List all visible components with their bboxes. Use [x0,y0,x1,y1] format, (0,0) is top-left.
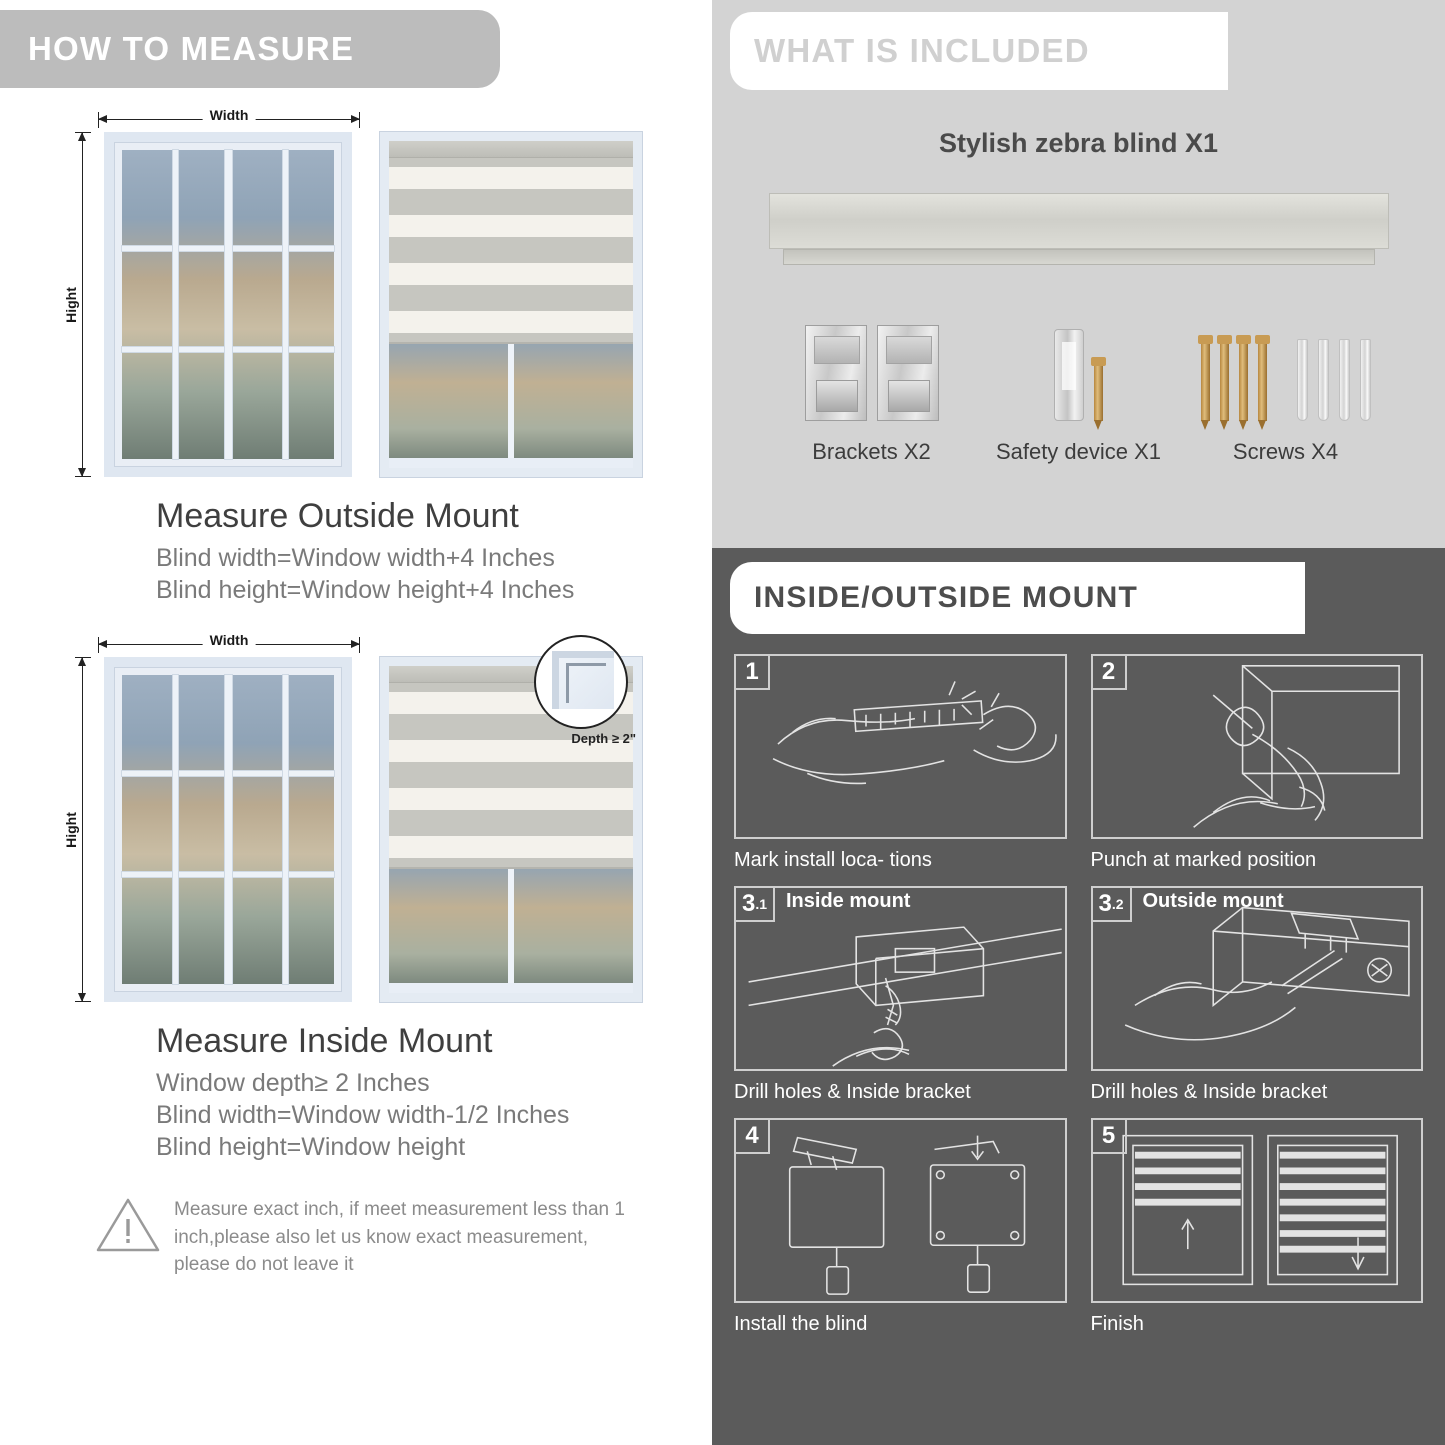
step-3-2-number: 3 .2 [1093,888,1132,922]
step-2-sketch-drill-icon [1093,656,1422,837]
mount-step-3-1 [734,886,1067,1104]
inside-mount-line-1: Window depth≥ 2 Inches [156,1069,430,1097]
step-3-1-sublabel: Inside mount [786,890,911,912]
screws-caption: Screws X4 [1232,439,1339,464]
mount-step-2 [1091,654,1424,872]
what-is-included-panel [712,0,1445,548]
inside-height-label: Hight [61,807,81,853]
brackets-caption: Brackets X2 [812,439,931,464]
mount-step-1 [734,654,1067,872]
inside-mount-line-2: Blind width=Window width-1/2 Inches [156,1101,570,1129]
brackets-icon [772,317,972,421]
depth-callout-circle [534,635,628,729]
step-2-number: 2 [1093,656,1127,690]
step-5-number: 5 [1093,1120,1127,1154]
step-3-1-sketch-inside-bracket-icon [736,888,1065,1069]
what-is-included-title: WHAT IS INCLUDED [754,32,1090,69]
inside-mount-diagram [0,632,712,1162]
inside-width-dimension [98,632,360,657]
step-3-1-number: 3 .1 [736,888,775,922]
outside-height-label: Hight [61,282,81,328]
window-illustration-inside [104,657,352,1002]
step-3-2-caption: Drill holes & Inside bracket [1090,1081,1328,1103]
how-to-measure-panel [0,0,712,1445]
window-illustration-outside [104,132,352,477]
step-1-caption: Mark install loca- tions [734,849,932,871]
mount-steps-grid [712,634,1445,1336]
zebra-blind-headrail-illustration [769,193,1389,271]
inside-mount-title: Measure Inside Mount [156,1022,493,1060]
blind-illustration-outside [380,132,642,477]
part-safety-device [979,317,1179,465]
what-is-included-header [730,12,1228,90]
mount-header [730,562,1305,634]
outside-height-dimension [60,132,100,477]
outside-width-dimension [98,107,360,132]
inside-height-dimension [60,657,100,1002]
inside-width-label: Width [203,632,256,648]
mount-step-5 [1091,1118,1424,1336]
step-3-2-sublabel: Outside mount [1142,890,1284,912]
step-3-2-sketch-outside-bracket-icon [1093,888,1422,1069]
outside-mount-title: Measure Outside Mount [156,497,519,535]
outside-mount-diagram [0,107,712,605]
inside-outside-mount-panel [712,548,1445,1445]
how-to-measure-title: HOW TO MEASURE [28,30,355,67]
outside-mount-line-2: Blind height=Window height+4 Inches [156,576,575,604]
part-screws [1186,317,1386,465]
part-brackets [772,317,972,465]
step-1-sketch-hand-ruler-icon [736,656,1065,837]
mount-step-4 [734,1118,1067,1336]
screws-icon [1186,317,1386,421]
measure-note [96,1196,626,1279]
inside-mount-line-3: Blind height=Window height [156,1133,466,1161]
step-1-number: 1 [736,656,770,690]
outside-width-label: Width [203,107,256,123]
safety-device-icon [979,317,1179,421]
step-5-sketch-finish-icon [1093,1120,1422,1301]
warning-triangle-icon [96,1196,160,1254]
depth-label: Depth ≥ 2" [571,731,636,746]
main-item-label: Stylish zebra blind X1 [938,128,1219,158]
measure-note-text: Measure exact inch, if meet measurement less than 1 inch,please also let us know exact measurement, please do not leave it [174,1199,625,1276]
outside-mount-line-1: Blind width=Window width+4 Inches [156,544,555,572]
blind-illustration-inside [380,657,642,1002]
step-2-caption: Punch at marked position [1090,849,1317,871]
step-4-caption: Install the blind [734,1313,868,1335]
step-4-number: 4 [736,1120,770,1154]
step-4-sketch-install-blind-icon [736,1120,1065,1301]
mount-step-3-2 [1091,886,1424,1104]
right-column [712,0,1445,1445]
included-parts-row [712,317,1445,465]
mount-title: INSIDE/OUTSIDE MOUNT [754,581,1139,614]
how-to-measure-header [0,10,500,88]
step-3-1-caption: Drill holes & Inside bracket [734,1081,971,1103]
step-5-caption: Finish [1090,1313,1144,1335]
safety-device-caption: Safety device X1 [995,439,1162,464]
